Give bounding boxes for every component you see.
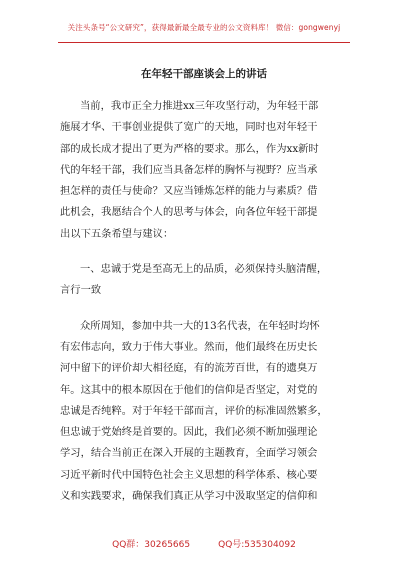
qq-number: QQ号:535304092 (218, 540, 296, 550)
header-divider (58, 42, 350, 43)
text-line: 但忠诚于党始终是首要的。因此，我们必须不断加强理论 (60, 426, 318, 439)
paragraph-gap (60, 245, 350, 259)
text-line: 此机会，我愿结合个人的思考与体会，向各位年轻干部提 (60, 206, 318, 219)
text-line: 学习，结合当前正在深入开展的主题教育，全面学习领会 (60, 447, 318, 460)
text-line: 有宏伟志向，致力于伟大事业。然而，他们最终在历史长 (60, 340, 318, 353)
text-line: 忠诚是否纯粹。对于年轻干部而言，评价的标准固然繁多， (60, 404, 328, 417)
text-line: 代的年轻干部，我们应当具备怎样的胸怀与视野？应当承 (60, 163, 318, 176)
text-line: 施展才华、干事创业提供了宽广的天地，同时也对年轻干 (60, 121, 318, 134)
text-line: 部的成长成才提出了更为严格的要求。那么，作为xx新时 (60, 142, 319, 155)
text-line: 河中留下的评价却大相径庭，有的流芳百世，有的遗臭万 (60, 362, 318, 375)
text-line: 众所周知，参加中共一大的13名代表，在年轻时均怀 (80, 319, 320, 332)
paragraph-body (60, 316, 350, 508)
footer-contact (0, 537, 408, 550)
text-line: 年。这其中的根本原因在于他们的信仰是否坚定，对党的 (60, 383, 318, 396)
text-line: 习近平新时代中国特色社会主义思想的科学体系、核心要 (60, 468, 318, 481)
document-body (60, 96, 350, 507)
page-title: 在年轻干部座谈会上的讲话 (141, 68, 267, 80)
text-line: 担怎样的责任与使命？又应当锤炼怎样的能力与素质？借 (60, 185, 318, 198)
header-notice: 关注头条号“公文研究”，获得最新最全最专业的公文资料库！ 微信：gongwenyj (67, 23, 341, 32)
text-line: 当前，我市正全力推进xx三年攻坚行动，为年轻干部 (80, 100, 319, 112)
paragraph-gap (60, 302, 350, 316)
section-heading (60, 259, 350, 302)
paragraph-intro (60, 96, 350, 245)
qq-group: QQ群：30265665 (112, 540, 191, 550)
text-line: 一、忠诚于党是至高无上的品质，必须保持头脑清醒， (80, 263, 328, 276)
text-line: 义和实践要求，确保我们真正从学习中汲取坚定的信仰和 (60, 490, 318, 503)
text-line: 言行一致 (60, 284, 102, 297)
text-line: 出以下五条希望与建议： (60, 227, 174, 240)
